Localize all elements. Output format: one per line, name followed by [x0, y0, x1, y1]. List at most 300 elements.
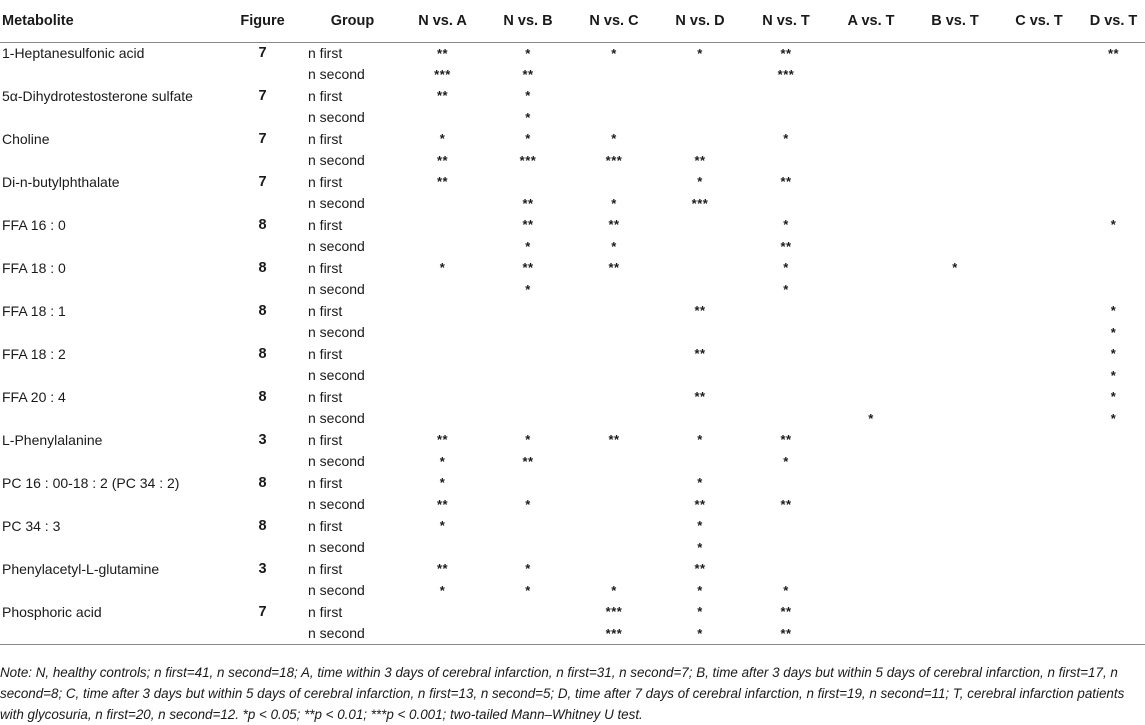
significance-cell: [829, 257, 913, 279]
significance-cell: **: [522, 217, 534, 233]
significance-cell: **: [694, 303, 706, 319]
figure-number: [220, 64, 305, 86]
significance-cell: [913, 279, 997, 301]
significance-cell: [485, 300, 571, 322]
metabolite-name: FFA 16 : 0: [2, 216, 66, 233]
significance-cell: [571, 537, 657, 559]
significance-cell: *: [439, 518, 446, 534]
significance-cell: [1081, 601, 1145, 623]
group-label: n second: [308, 66, 365, 83]
significance-cell: [571, 171, 657, 193]
significance-cell: [1081, 558, 1145, 580]
header-c-vs-t: C vs. T: [997, 0, 1081, 42]
significance-cell: [657, 451, 743, 473]
figure-number: [220, 408, 305, 430]
significance-cell: [997, 623, 1081, 645]
significance-cell: [400, 623, 485, 645]
group-label: n second: [308, 281, 365, 298]
significance-cell: [657, 128, 743, 150]
table-row: [0, 300, 1145, 322]
figure-number: 8: [258, 474, 267, 491]
group-label: n second: [308, 152, 365, 169]
header-group: Group: [305, 0, 400, 42]
significance-cell: [485, 472, 571, 494]
figure-number: 8: [258, 302, 267, 319]
group-label: n first: [308, 173, 343, 190]
significance-cell: [829, 279, 913, 301]
significance-cell: **: [743, 623, 829, 645]
significance-cell: *: [525, 281, 531, 297]
metabolite-name: FFA 18 : 1: [2, 302, 66, 319]
significance-cell: [743, 537, 829, 559]
significance-cell: [657, 408, 743, 430]
significance-cell: *: [525, 238, 531, 254]
significance-cell: [913, 623, 997, 645]
significance-cell: [400, 601, 485, 623]
significance-cell: [829, 537, 913, 559]
significance-cell: [485, 386, 571, 408]
significance-cell: *: [611, 131, 617, 147]
significance-cell: [485, 322, 571, 344]
figure-number: [220, 322, 305, 344]
significance-cell: **: [436, 88, 449, 104]
table-row: [0, 386, 1145, 408]
significance-cell: *: [697, 539, 703, 555]
figure-number: [220, 451, 305, 473]
header-b-vs-t: B vs. T: [913, 0, 997, 42]
significance-cell: [743, 150, 829, 172]
significance-cell: [485, 537, 571, 559]
significance-cell: [743, 107, 829, 129]
significance-cell: [913, 107, 997, 129]
significance-cell: [997, 300, 1081, 322]
significance-cell: **: [608, 432, 620, 448]
significance-cell: **: [780, 604, 792, 620]
significance-cell: [829, 42, 913, 64]
group-label: n first: [308, 517, 343, 534]
significance-cell: *: [1110, 217, 1117, 233]
significance-cell: [997, 236, 1081, 258]
significance-cell: **: [522, 195, 534, 211]
significance-cell: [571, 64, 657, 86]
significance-cell: *: [783, 260, 789, 276]
significance-cell: *: [525, 88, 531, 104]
significance-cell: [997, 279, 1081, 301]
figure-number: [220, 236, 305, 258]
significance-cell: [997, 365, 1081, 387]
significance-cell: [657, 236, 743, 258]
figure-number: [220, 623, 305, 645]
metabolite-name: [0, 279, 220, 301]
significance-cell: *: [439, 453, 446, 469]
significance-cell: *: [1110, 410, 1117, 426]
group-label: n first: [308, 388, 343, 405]
significance-cell: [997, 171, 1081, 193]
figure-number: 8: [258, 517, 267, 534]
figure-number: 7: [258, 603, 267, 620]
significance-cell: *: [697, 174, 703, 190]
significance-cell: [571, 558, 657, 580]
metabolite-name: [0, 236, 220, 258]
significance-cell: [571, 279, 657, 301]
table-row: [0, 64, 1145, 86]
table-header: [0, 0, 1145, 42]
significance-cell: [829, 558, 913, 580]
header-figure: Figure: [220, 0, 305, 42]
significance-cell: [913, 128, 997, 150]
significance-cell: [913, 472, 997, 494]
table-row: [0, 343, 1145, 365]
table-body: [0, 42, 1145, 644]
significance-cell: [571, 322, 657, 344]
significance-cell: [485, 515, 571, 537]
significance-cell: *: [1110, 346, 1117, 362]
significance-cell: [829, 623, 913, 645]
significance-cell: [743, 408, 829, 430]
significance-cell: [657, 257, 743, 279]
significance-cell: [485, 365, 571, 387]
table-row: [0, 42, 1145, 64]
significance-cell: [913, 601, 997, 623]
group-label: n first: [308, 345, 343, 362]
metabolite-name: [0, 408, 220, 430]
significance-cell: [997, 193, 1081, 215]
significance-cell: *: [783, 453, 789, 469]
metabolite-name: Phosphoric acid: [2, 603, 102, 620]
significance-cell: *: [783, 217, 789, 233]
table-row: [0, 515, 1145, 537]
table-row: [0, 150, 1145, 172]
significance-cell: *: [525, 109, 531, 125]
significance-cell: *: [697, 45, 703, 61]
metabolite-name: FFA 18 : 0: [2, 259, 66, 276]
figure-number: 8: [258, 388, 267, 405]
figure-number: [220, 150, 305, 172]
figure-number: 7: [258, 173, 267, 190]
table-row: [0, 580, 1145, 602]
significance-cell: [1081, 580, 1145, 602]
significance-cell: [657, 322, 743, 344]
metabolite-name: [0, 623, 220, 645]
significance-cell: [657, 85, 743, 107]
significance-cell: [829, 515, 913, 537]
significance-cell: [743, 365, 829, 387]
significance-cell: [571, 365, 657, 387]
significance-cell: *: [783, 131, 789, 147]
significance-cell: [829, 386, 913, 408]
table-row: [0, 472, 1145, 494]
group-label: n second: [308, 582, 365, 599]
significance-cell: [913, 300, 997, 322]
significance-cell: [400, 408, 485, 430]
figure-number: [220, 537, 305, 559]
significance-cell: [997, 515, 1081, 537]
table-row: [0, 214, 1145, 236]
significance-cell: [400, 236, 485, 258]
significance-cell: *: [783, 582, 789, 598]
significance-cell: *: [1110, 367, 1117, 383]
metabolite-name: [0, 193, 220, 215]
significance-cell: *: [1110, 303, 1117, 319]
significance-cell: *: [697, 518, 703, 534]
significance-cell: [1081, 128, 1145, 150]
significance-cell: [657, 107, 743, 129]
significance-cell: [657, 214, 743, 236]
significance-cell: [913, 580, 997, 602]
significance-cell: [913, 236, 997, 258]
significance-cell: **: [780, 238, 792, 254]
table-row: [0, 623, 1145, 645]
metabolite-name: PC 34 : 3: [2, 517, 61, 534]
significance-cell: [913, 386, 997, 408]
significance-cell: *: [525, 432, 531, 448]
significance-cell: [913, 42, 997, 64]
metabolite-name: L-Phenylalanine: [2, 431, 103, 448]
significance-cell: [1081, 494, 1145, 516]
significance-cell: [829, 236, 913, 258]
group-label: n second: [308, 539, 365, 556]
group-label: n second: [308, 109, 365, 126]
significance-cell: **: [436, 174, 449, 190]
metabolite-name: [0, 580, 220, 602]
significance-cell: [829, 171, 913, 193]
group-label: n first: [308, 431, 343, 448]
significance-cell: [829, 494, 913, 516]
metabolite-name: Choline: [2, 130, 50, 147]
significance-cell: [913, 365, 997, 387]
significance-cell: *: [697, 582, 703, 598]
significance-cell: [657, 64, 743, 86]
significance-cell: [743, 322, 829, 344]
significance-cell: [1081, 236, 1145, 258]
significance-cell: [743, 85, 829, 107]
significance-cell: [913, 150, 997, 172]
significance-cell: **: [436, 432, 449, 448]
table-row: [0, 408, 1145, 430]
group-label: n second: [308, 410, 365, 427]
figure-number: 7: [258, 45, 267, 61]
significance-cell: [1081, 85, 1145, 107]
group-label: n first: [308, 130, 343, 147]
significance-cell: **: [522, 260, 534, 276]
metabolite-name: [0, 64, 220, 86]
significance-cell: [829, 107, 913, 129]
group-label: n second: [305, 623, 400, 645]
significance-cell: [743, 472, 829, 494]
group-label: n first: [308, 216, 343, 233]
significance-cell: [571, 515, 657, 537]
significance-cell: [829, 64, 913, 86]
figure-number: [220, 193, 305, 215]
table-row: [0, 236, 1145, 258]
group-label: n first: [308, 474, 343, 491]
significance-cell: **: [694, 152, 706, 168]
group-label: n second: [308, 324, 365, 341]
significance-cell: [485, 623, 571, 645]
significance-cell: **: [1107, 45, 1120, 61]
significance-cell: [997, 85, 1081, 107]
significance-cell: [997, 537, 1081, 559]
figure-number: 8: [258, 259, 267, 276]
significance-cell: [400, 322, 485, 344]
significance-cell: ***: [434, 66, 451, 82]
significance-cell: **: [436, 152, 449, 168]
figure-number: 7: [258, 87, 267, 104]
significance-cell: [829, 150, 913, 172]
significance-cell: [829, 601, 913, 623]
significance-cell: [1081, 623, 1145, 645]
significance-cell: [571, 300, 657, 322]
significance-cell: [1081, 193, 1145, 215]
significance-cell: [400, 365, 485, 387]
significance-cell: **: [694, 346, 706, 362]
group-label: n second: [308, 496, 365, 513]
significance-cell: [913, 451, 997, 473]
significance-cell: *: [525, 45, 531, 61]
significance-cell: [1081, 429, 1145, 451]
significance-cell: [829, 128, 913, 150]
figure-number: [220, 365, 305, 387]
significance-cell: [657, 279, 743, 301]
significance-cell: [913, 558, 997, 580]
metabolite-name: 5α-Dihydrotestosterone sulfate: [2, 87, 193, 104]
significance-cell: **: [694, 389, 706, 405]
significance-cell: [997, 601, 1081, 623]
table-row: [0, 494, 1145, 516]
figure-number: [220, 107, 305, 129]
significance-cell: [743, 386, 829, 408]
significance-cell: [485, 408, 571, 430]
significance-cell: ***: [519, 152, 537, 168]
significance-cell: [997, 451, 1081, 473]
significance-cell: [400, 386, 485, 408]
significance-cell: ***: [605, 152, 623, 168]
figure-number: 3: [258, 560, 267, 577]
metabolite-name: [0, 451, 220, 473]
significance-cell: [997, 408, 1081, 430]
significance-cell: [1081, 472, 1145, 494]
significance-cell: [829, 365, 913, 387]
significance-cell: [997, 107, 1081, 129]
significance-cell: [400, 279, 485, 301]
significance-cell: *: [439, 582, 446, 598]
significance-cell: [829, 343, 913, 365]
significance-cell: ***: [605, 604, 623, 620]
metabolite-name: 1-Heptanesulfonic acid: [2, 45, 145, 61]
significance-cell: [913, 64, 997, 86]
metabolite-name: [0, 322, 220, 344]
significance-cell: [571, 85, 657, 107]
metabolite-name: [0, 365, 220, 387]
significance-cell: *: [439, 260, 446, 276]
significance-cell: [1081, 150, 1145, 172]
significance-cell: [743, 515, 829, 537]
significance-cell: [997, 472, 1081, 494]
header-metabolite: Metabolite: [0, 0, 220, 42]
significance-cell: [913, 322, 997, 344]
table-row: [0, 257, 1145, 279]
significance-cell: [997, 386, 1081, 408]
header-n-vs-d: N vs. D: [657, 0, 743, 42]
significance-cell: [997, 343, 1081, 365]
significance-cell: [485, 343, 571, 365]
significance-cell: [997, 128, 1081, 150]
significance-cell: ***: [777, 66, 795, 82]
group-label: n first: [308, 259, 343, 276]
significance-cell: [913, 214, 997, 236]
significance-cell: [571, 472, 657, 494]
figure-number: 3: [258, 431, 267, 448]
group-label: n second: [308, 195, 365, 212]
significance-cell: [1081, 107, 1145, 129]
table-row: [0, 537, 1145, 559]
significance-cell: [400, 193, 485, 215]
table-row: [0, 279, 1145, 301]
figure-number: 8: [258, 345, 267, 362]
significance-cell: [1081, 279, 1145, 301]
significance-cell: [400, 214, 485, 236]
significance-cell: [1081, 171, 1145, 193]
significance-cell: *: [1110, 389, 1117, 405]
significance-cell: [571, 107, 657, 129]
significance-cell: [997, 42, 1081, 64]
significance-cell: [743, 193, 829, 215]
table-row: [0, 322, 1145, 344]
significance-cell: [997, 214, 1081, 236]
table-row: [0, 429, 1145, 451]
significance-cell: *: [697, 475, 703, 491]
significance-cell: [829, 451, 913, 473]
metabolite-name: Di-n-butylphthalate: [2, 173, 120, 190]
header-n-vs-a: N vs. A: [400, 0, 485, 42]
significance-cell: ***: [571, 623, 657, 645]
significance-cell: [913, 537, 997, 559]
group-label: n second: [308, 238, 365, 255]
significance-cell: *: [439, 131, 446, 147]
significance-cell: [485, 601, 571, 623]
header-a-vs-t: A vs. T: [829, 0, 913, 42]
significance-cell: [571, 408, 657, 430]
significance-cell: **: [694, 496, 706, 512]
table-row: [0, 451, 1145, 473]
significance-cell: *: [868, 410, 874, 426]
significance-cell: [997, 150, 1081, 172]
group-label: n first: [308, 87, 343, 104]
metabolite-name: [0, 494, 220, 516]
significance-cell: [829, 193, 913, 215]
significance-cell: [913, 408, 997, 430]
significance-cell: ***: [691, 195, 709, 211]
significance-cell: *: [697, 604, 703, 620]
significance-cell: [1081, 64, 1145, 86]
significance-cell: [829, 472, 913, 494]
significance-cell: [1081, 451, 1145, 473]
significance-cell: *: [697, 432, 703, 448]
significance-cell: [400, 343, 485, 365]
significance-cell: **: [780, 496, 792, 512]
header-n-vs-c: N vs. C: [571, 0, 657, 42]
table-row: [0, 558, 1145, 580]
significance-cell: **: [522, 453, 534, 469]
significance-cell: [743, 300, 829, 322]
significance-cell: [571, 343, 657, 365]
significance-cell: [400, 300, 485, 322]
significance-cell: **: [780, 45, 792, 61]
figure-number: [220, 494, 305, 516]
figure-number: 7: [258, 130, 267, 147]
significance-cell: [829, 322, 913, 344]
significance-cell: *: [952, 260, 958, 276]
